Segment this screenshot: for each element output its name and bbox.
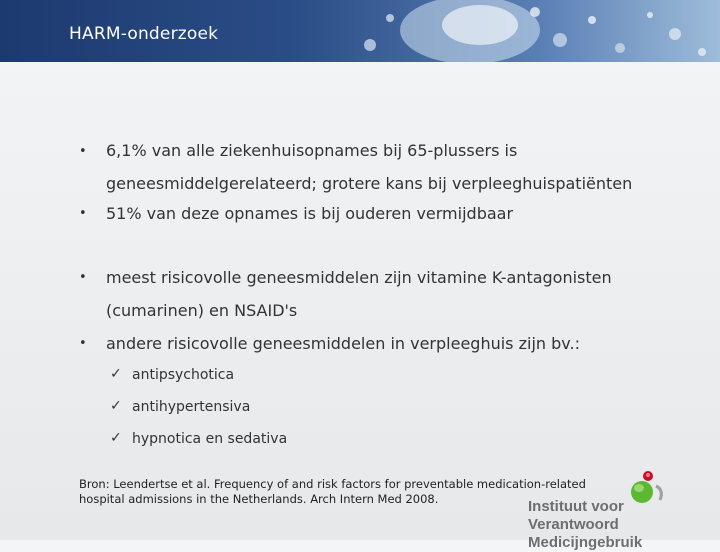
check-icon: ✓ <box>110 366 122 382</box>
bullet-1-line-1: 6,1% van alle ziekenhuisopnames bij 65-plussers is <box>106 141 518 160</box>
logo-line-1: Instituut voor <box>528 498 624 515</box>
check-icon: ✓ <box>110 398 122 414</box>
source-reference-line-2: hospital admissions in the Netherlands. Arch Intern Med 2008. <box>79 492 439 506</box>
bullet-4-line-1: andere risicovolle geneesmiddelen in verpleeghuis zijn bv.: <box>106 334 580 353</box>
bullet-marker: • <box>79 270 87 285</box>
bullet-2-line-1: 51% van deze opnames is bij ouderen vermijdbaar <box>106 204 514 223</box>
logo-line-2: Verantwoord Medicijngebruik <box>528 516 643 551</box>
bullet-3-line-2: (cumarinen) en NSAID's <box>106 301 298 320</box>
source-reference-line-1: Bron: Leendertse et al. Frequency of and risk factors for preventable medication-related <box>79 477 586 491</box>
title-bar <box>0 0 720 62</box>
subitem-antihypertensiva: antihypertensiva <box>132 399 251 415</box>
bullet-marker: • <box>79 336 87 351</box>
water-splash-decoration <box>330 0 720 62</box>
subitem-hypnotica: hypnotica en sedativa <box>132 431 288 447</box>
ivm-logo-text <box>528 498 720 552</box>
check-icon: ✓ <box>110 430 122 446</box>
slide-title: HARM-onderzoek <box>69 24 219 44</box>
bullet-3-line-1: meest risicovolle geneesmiddelen zijn vitamine K-antagonisten <box>106 268 612 287</box>
bullet-marker: • <box>79 206 87 221</box>
bullet-1-line-2: geneesmiddelgerelateerd; grotere kans bij verpleeghuispatiënten <box>106 174 633 193</box>
subitem-antipsychotica: antipsychotica <box>132 367 235 383</box>
bullet-marker: • <box>79 144 87 159</box>
